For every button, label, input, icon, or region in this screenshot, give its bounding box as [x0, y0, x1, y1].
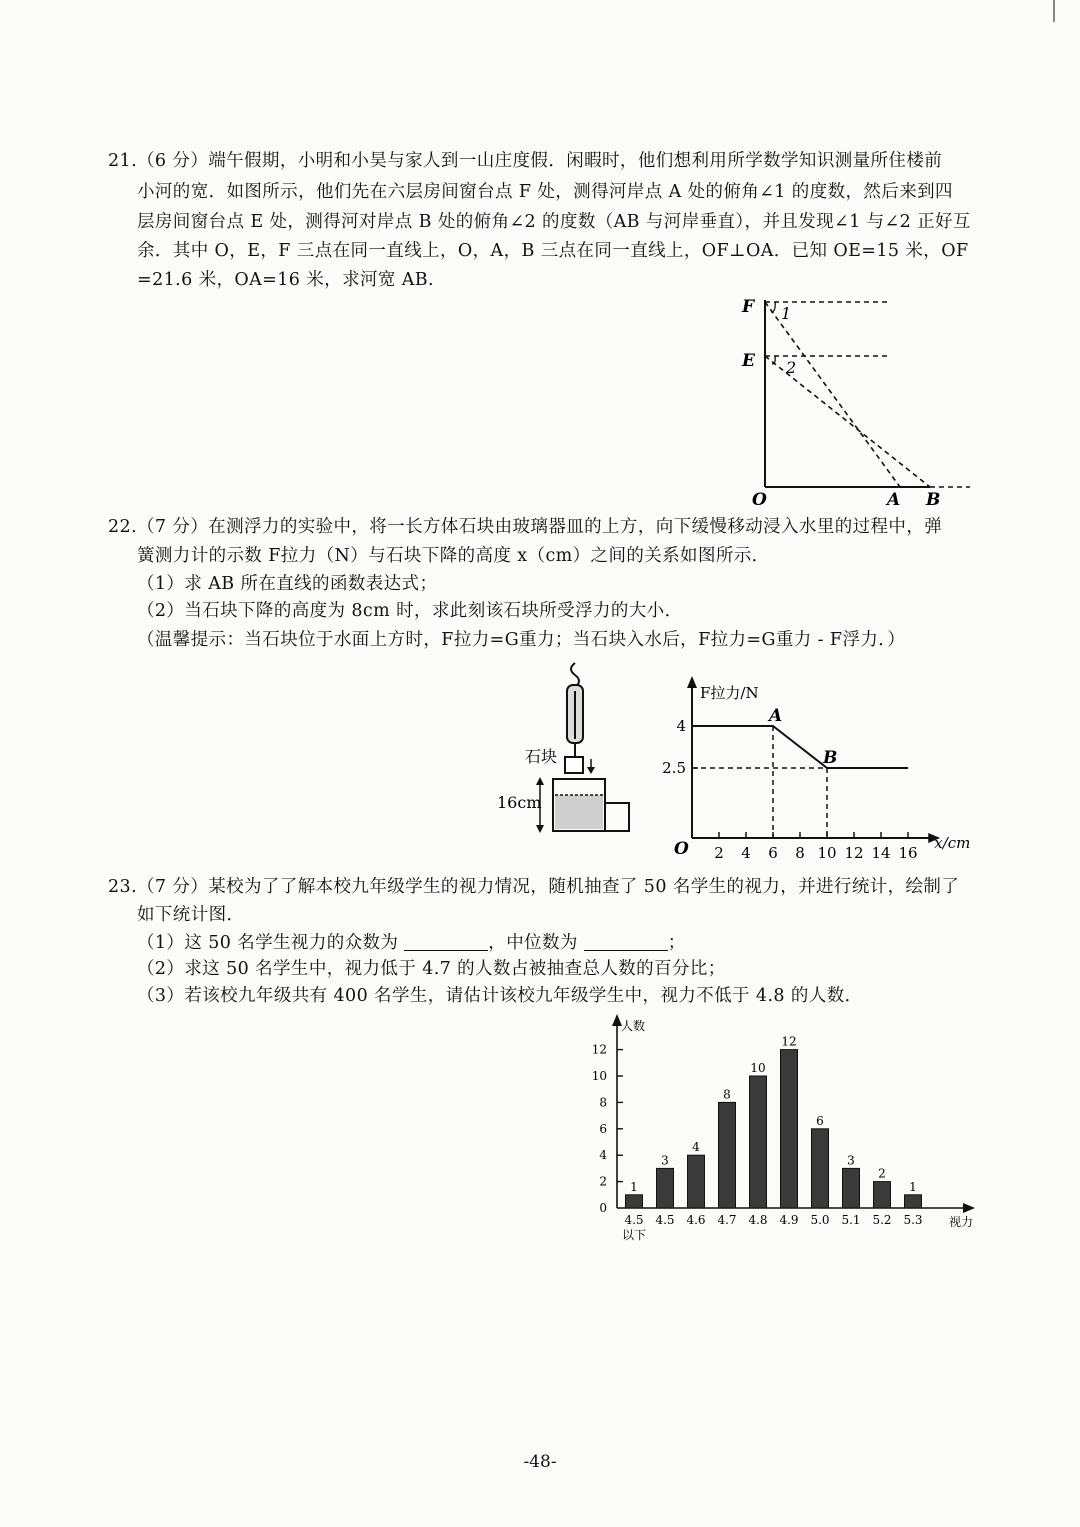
- y-tick-label: 12: [591, 1042, 607, 1057]
- x-tick-label: 5.2: [872, 1213, 892, 1227]
- depth-marker-arrow-top: [536, 777, 544, 785]
- stone-block: [565, 757, 583, 773]
- q22-line-2: 簧测力计的示数 F拉力（N）与石块下降的高度 x（cm）之间的关系如图所示．: [137, 546, 770, 566]
- x-tick-label: 4.8: [748, 1213, 768, 1227]
- y-tick-label: 4: [676, 717, 686, 735]
- depth-marker-arrow-bottom: [536, 825, 544, 833]
- bar-value-label: 12: [781, 1034, 797, 1049]
- q21-line-3: 层房间窗台点 E 处，测得河对岸点 B 处的俯角∠2 的度数（AB 与河岸垂直），并且发现∠1 与∠2 正好互: [137, 212, 971, 232]
- overflow-cup: [605, 803, 629, 831]
- point-label-B: B: [823, 748, 838, 768]
- q23-part-1: [137, 930, 686, 956]
- q21-label-angle-1: 1: [781, 304, 792, 323]
- bar: [905, 1195, 922, 1208]
- bar-value-label: 10: [750, 1061, 766, 1075]
- x-tick-label: 4: [741, 844, 751, 862]
- bar-value-label: 6: [816, 1113, 824, 1128]
- x-tick-label: 16: [898, 844, 918, 862]
- x-axis-label: x/cm: [934, 834, 971, 852]
- y-tick-label: 4: [599, 1148, 607, 1163]
- x-tick-sublabel: 以下: [621, 1228, 647, 1242]
- bar: [750, 1076, 767, 1208]
- y-tick-label: 2: [599, 1174, 607, 1189]
- x-tick-label: 14: [871, 844, 891, 862]
- bar-value-label: 1: [909, 1179, 917, 1194]
- x-tick-label: 4.9: [779, 1213, 799, 1227]
- scan-edge-mark: [1053, 0, 1055, 22]
- x-tick-label: 8: [795, 844, 805, 862]
- mode-answer-blank[interactable]: [404, 934, 488, 951]
- q23-line-2: 如下统计图．: [137, 905, 245, 925]
- x-tick-label: 2: [714, 844, 724, 862]
- y-tick-label: 0: [599, 1201, 607, 1215]
- x-tick-label: 5.0: [810, 1213, 830, 1227]
- stone-label: 石块: [525, 747, 558, 766]
- x-tick-label: 4.6: [686, 1213, 706, 1227]
- x-tick-label: 12: [844, 844, 864, 862]
- q21-label-angle-2: 2: [786, 358, 797, 377]
- bar: [719, 1102, 736, 1208]
- bar: [626, 1195, 643, 1208]
- q21-label-E: E: [742, 351, 755, 371]
- q23-vision-bar-chart: [585, 1010, 985, 1255]
- q22-line-1: 22.（7 分）在测浮力的实验中，将一长方体石块由玻璃器皿的上方，向下缓慢移动浸入水里的过程中，弹: [108, 517, 943, 537]
- bar: [657, 1168, 674, 1208]
- q21-line-1: 21.（6 分）端午假期，小明和小昊与家人到一山庄度假．闲暇时，他们想利用所学数学知识测量所住楼前: [108, 151, 943, 171]
- q21-sightline-F-to-A: [765, 302, 900, 487]
- x-tick-label: 4.5: [624, 1213, 644, 1227]
- q21-figure: [730, 290, 990, 515]
- x-tick-label: 6: [768, 844, 778, 862]
- q22-apparatus: [495, 655, 645, 840]
- bar: [781, 1050, 798, 1208]
- bar: [812, 1129, 829, 1208]
- q21-label-F: F: [742, 297, 755, 317]
- bar: [874, 1182, 891, 1208]
- q22-part-2: （2）当石块下降的高度为 8cm 时，求此刻该石块所受浮力的大小．: [137, 601, 683, 621]
- depth-label: 16cm: [497, 793, 542, 812]
- y-tick-label: 8: [599, 1095, 607, 1110]
- bar-value-label: 4: [692, 1140, 700, 1155]
- y-tick-label: 2.5: [662, 759, 686, 777]
- water: [555, 795, 603, 829]
- q23-part-3: （3）若该校九年级共有 400 名学生，请估计该校九年级学生中，视力不低于 4.8 的人数．: [137, 986, 863, 1006]
- bar-value-label: 2: [878, 1166, 886, 1181]
- point-label-A: A: [769, 706, 783, 726]
- spring-scale-hook-top: [571, 663, 579, 687]
- q21-label-B: B: [926, 490, 941, 510]
- bar: [843, 1168, 860, 1208]
- x-tick-label: 4.7: [717, 1213, 737, 1227]
- q23-part-1-end: ；: [667, 933, 686, 953]
- q22-force-chart: [660, 670, 980, 865]
- bar-value-label: 3: [847, 1153, 855, 1168]
- q23-part-1-text: （1）这 50 名学生视力的众数为: [137, 933, 399, 953]
- x-axis-arrow: [963, 1203, 975, 1213]
- origin-label: O: [674, 839, 689, 859]
- y-axis-label: 人数: [621, 1019, 646, 1033]
- median-answer-blank[interactable]: [584, 934, 668, 951]
- y-axis-arrow: [687, 676, 697, 688]
- x-tick-label: 10: [817, 844, 837, 862]
- bar-value-label: 1: [630, 1179, 638, 1194]
- x-tick-label: 5.1: [841, 1213, 861, 1227]
- q21-line-4: 余．其中 O，E，F 三点在同一直线上，O，A，B 三点在同一直线上，OF⊥OA．已知 OE=15 米，OF: [137, 241, 969, 261]
- q21-label-O: O: [752, 490, 767, 510]
- y-tick-label: 6: [599, 1121, 607, 1136]
- q23-part-2: （2）求这 50 名学生中，视力低于 4.7 的人数占被抽查总人数的百分比；: [137, 959, 726, 979]
- q23-line-1: 23.（7 分）某校为了了解本校九年级学生的视力情况，随机抽查了 50 名学生的视力，并进行统计，绘制了: [108, 877, 960, 897]
- force-series-line: [692, 726, 908, 768]
- bar-value-label: 3: [661, 1153, 669, 1168]
- x-tick-label: 5.3: [903, 1213, 923, 1227]
- q22-part-1: （1）求 AB 所在直线的函数表达式；: [137, 574, 438, 594]
- x-axis-label: 视力: [949, 1215, 974, 1229]
- q21-label-A: A: [887, 490, 901, 510]
- q22-hint: （温馨提示：当石块位于水面上方时，F拉力=G重力；当石块入水后，F拉力=G重力 - F浮力．）: [137, 630, 906, 650]
- x-tick-label: 4.5: [655, 1213, 675, 1227]
- bar-value-label: 8: [723, 1087, 731, 1102]
- q21-line-5: =21.6 米，OA=16 米，求河宽 AB.: [137, 270, 434, 290]
- q21-line-2: 小河的宽．如图所示，他们先在六层房间窗台点 F 处，测得河岸点 A 处的俯角∠1 的度数，然后来到四: [137, 182, 953, 202]
- y-axis-label: F拉力/N: [700, 684, 759, 702]
- page-number: -48-: [523, 1452, 557, 1472]
- q23-part-1-mid: ，中位数为: [488, 933, 578, 953]
- down-arrow-head: [587, 767, 595, 774]
- bar: [688, 1155, 705, 1208]
- y-tick-label: 10: [591, 1069, 607, 1083]
